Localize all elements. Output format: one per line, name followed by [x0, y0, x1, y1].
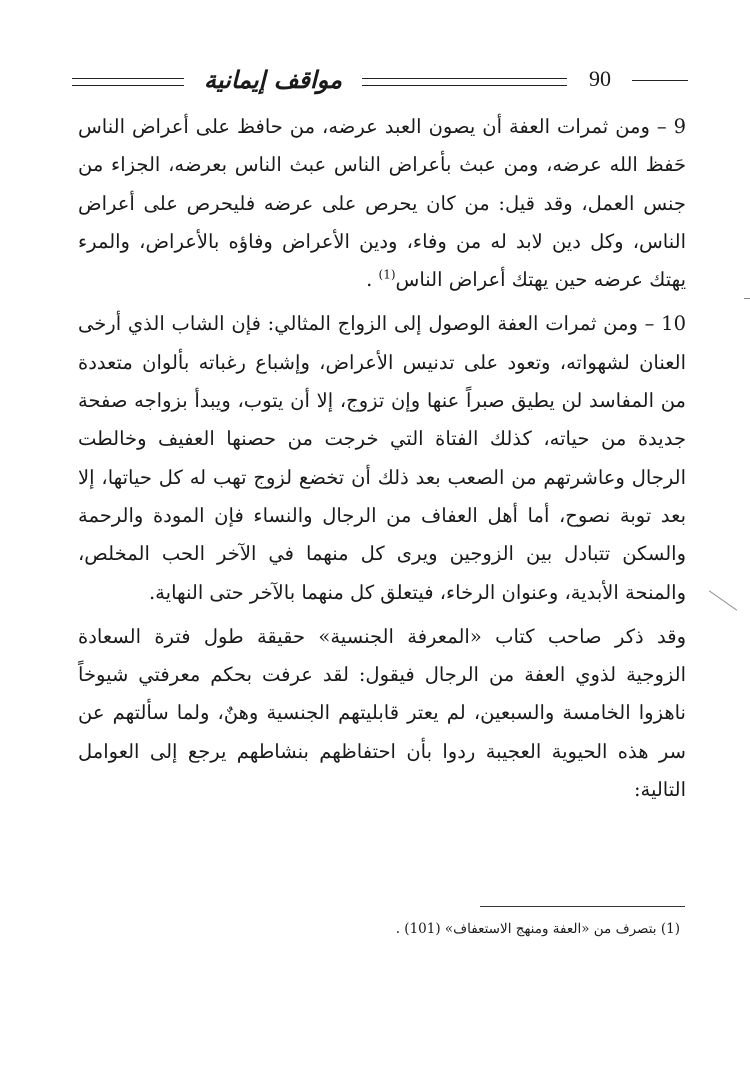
running-title: مواقف إيمانية: [204, 65, 342, 94]
paragraph-10: 10 – ومن ثمرات العفة الوصول إلى الزواج المثالي: فإن الشاب الذي أرخى العنان لشهواته، وتعود على تدنيس الأعراض، وإشباع رغباته بألوان متعددة من المفاسد لن يطيق صبراً عنها وإن تزوج، إلا أن يتوب، ويبدأ بزواجه صفحة جديدة من حياته، كذلك الفتاة التي خرجت من حصنها العفيف وخالطت الرجال وعاشرتهم من الصعب بعد ذلك أن تخضع لزوج تهب له كل حياتها، إلا بعد توبة نصوح، أما أهل العفاف من الرجال والنساء فإن المودة والرحمة والسكن تتبادل بين الزوجين ويرى كل منهما في الآخر الحب المخلص، والمنحة الأبدية، وعنوان الرخاء، فيتعلق كل منهما بالآخر حتى النهاية.: [78, 312, 686, 604]
page-number: 90: [589, 66, 611, 91]
footnote-divider: [480, 906, 685, 907]
scan-artifact: [709, 590, 737, 610]
scan-artifact: [744, 298, 750, 299]
header-rule-far: [632, 80, 688, 81]
paragraph-text: 9 – ومن ثمرات العفة أن يصون العبد عرضه، من حافظ على أعراض الناس حَفظ الله عرضه، ومن عبث بأعراض الناس عبث الناس بعرضه، الجزاء من جنس العمل، وقد قيل: من كان يحرص على عرضه فليحرص على أعراض الناس، وكل دين لابد له من وفاء، ودين الأعراض وفاؤه بالأعراض، والمرء يهتك عرضه حين يهتك أعراض الناس: [78, 115, 686, 292]
body-text: [78, 108, 686, 809]
paragraph-tail: .: [366, 268, 379, 292]
page-header: [72, 62, 688, 102]
header-rule-left: [72, 78, 184, 86]
footnote-reference[interactable]: (1): [378, 267, 396, 282]
paragraph-9: [78, 108, 686, 299]
paragraph-quote-intro: وقد ذكر صاحب كتاب «المعرفة الجنسية» حقيقة طول فترة السعادة الزوجية لذوي العفة من الرجال فيقول: لقد عرفت بحكم معرفتي شيوخاً ناهزوا الخامسة والسبعين، لم يعتر قابليتهم الجنسية وهنٌ، ولما سألتهم عن سر هذه الحيوية العجيبة ردوا بأن احتفاظهم بنشاطهم يرجع إلى العوامل التالية:: [78, 624, 686, 802]
footnote: (1) بتصرف من «العفة ومنهج الاستعفاف» (101) .: [395, 921, 680, 937]
header-rule-right: [362, 78, 567, 86]
